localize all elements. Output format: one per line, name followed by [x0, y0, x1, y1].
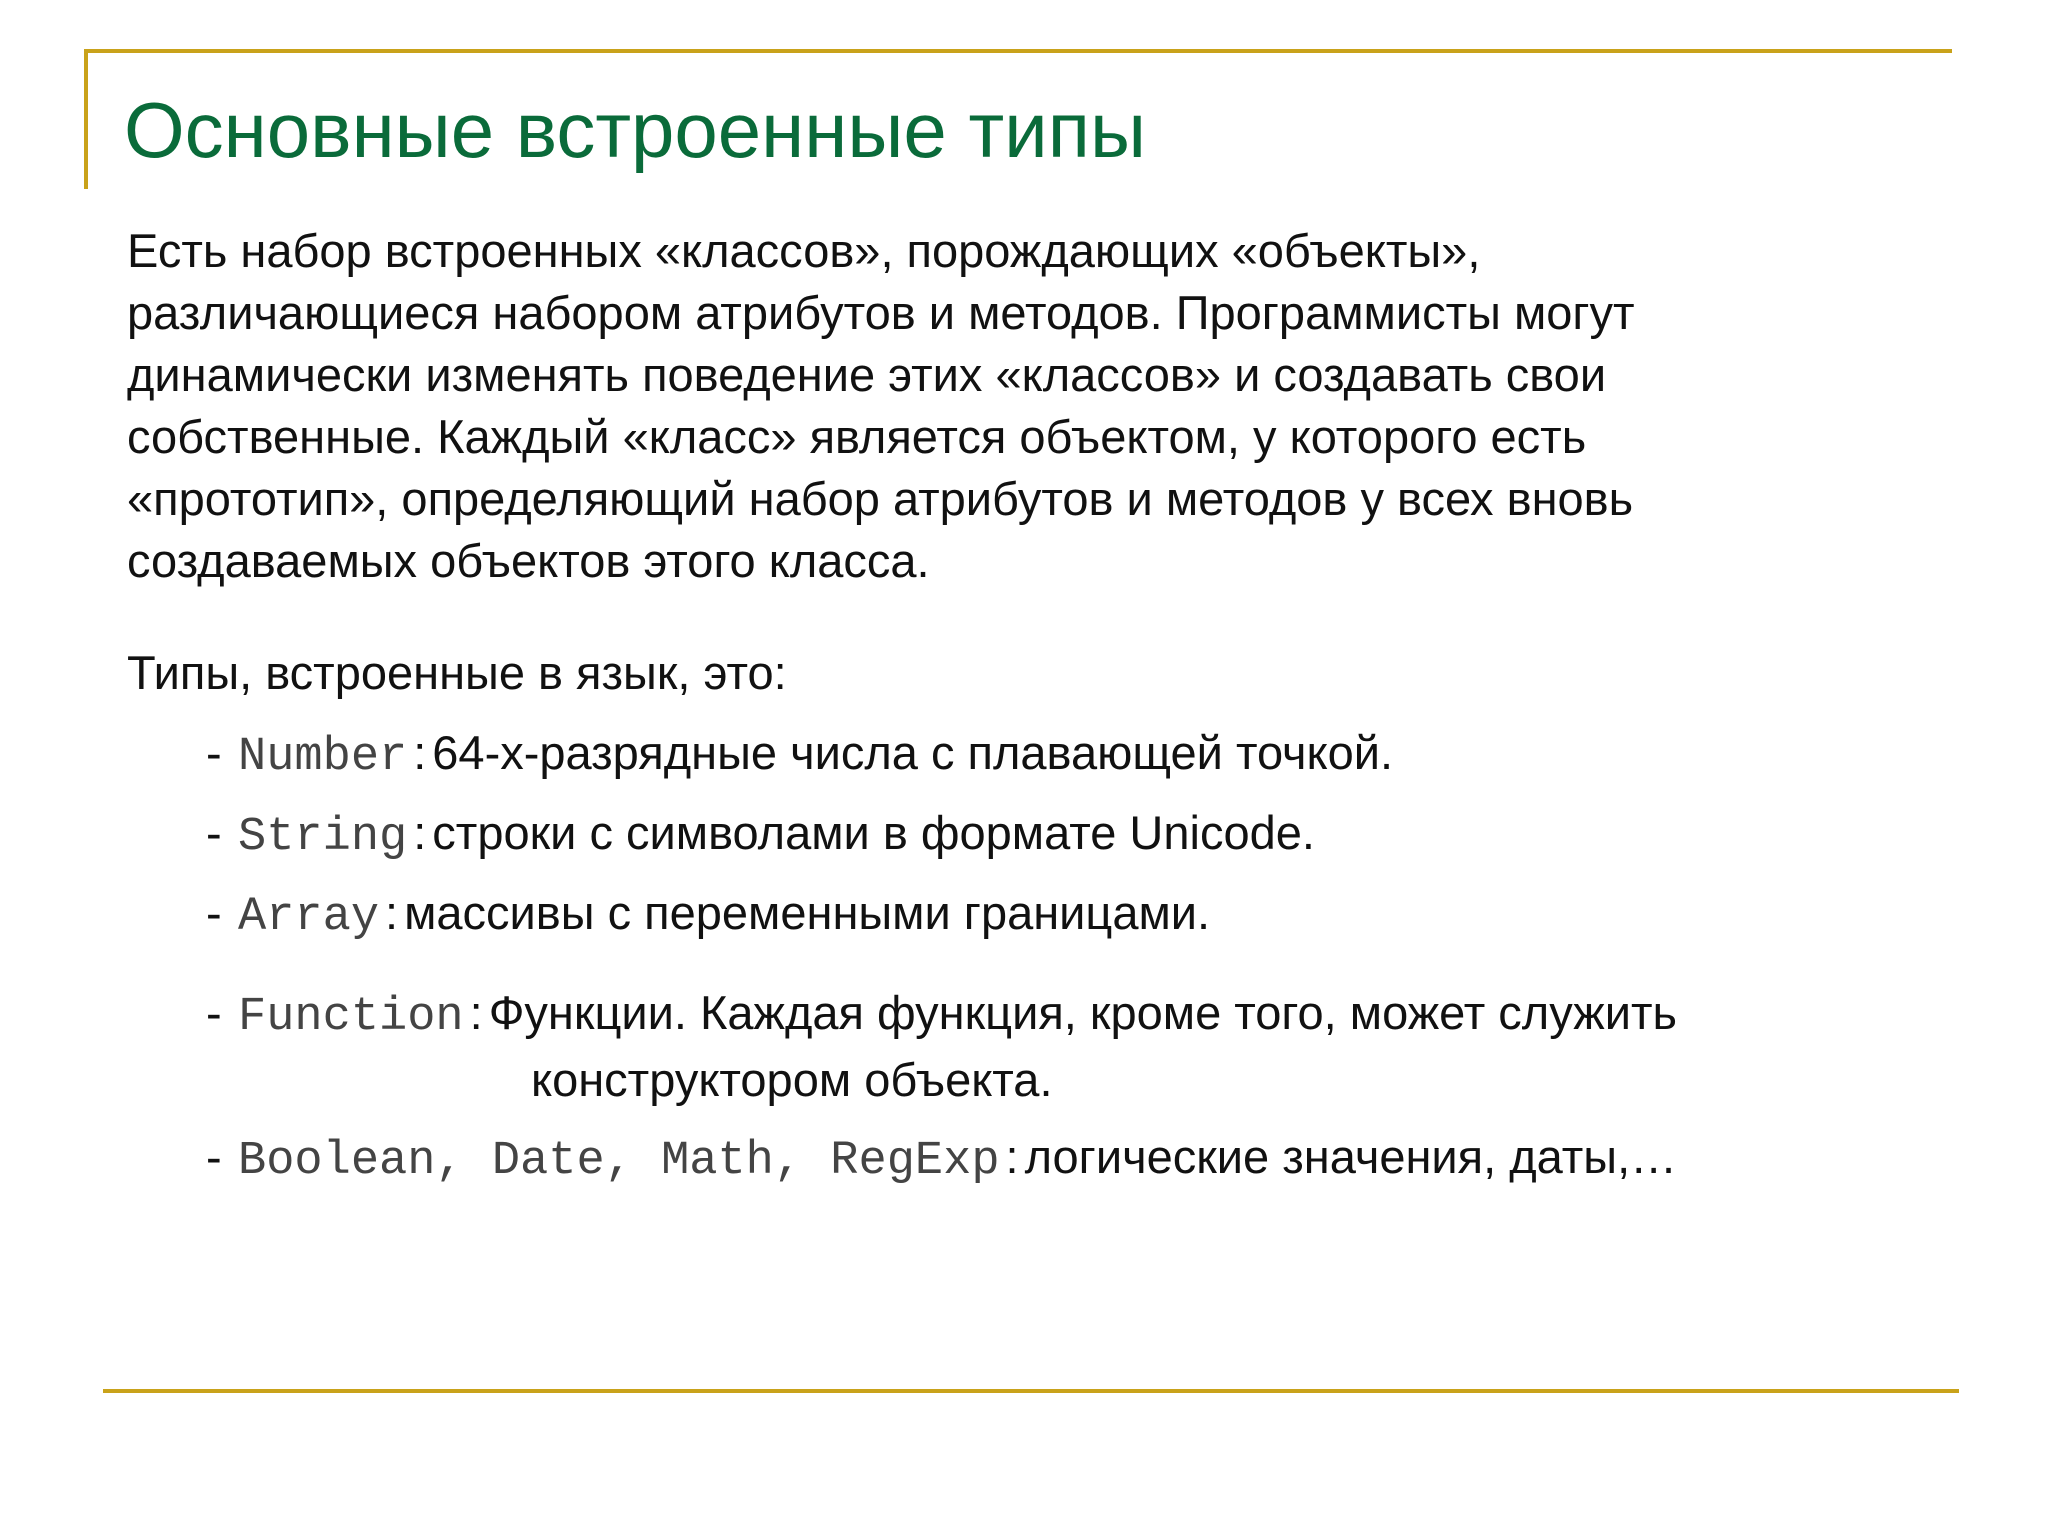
- bullet-dash: -: [206, 1130, 222, 1183]
- type-name: Number: [238, 731, 408, 784]
- colon: :: [413, 726, 427, 779]
- list-item-other-types: [206, 1126, 1677, 1193]
- bullet-dash: -: [206, 806, 222, 859]
- description-paragraph: [127, 220, 1907, 592]
- list-item-string: [206, 802, 1315, 869]
- colon: :: [385, 886, 399, 939]
- top-rule: [84, 49, 1952, 53]
- slide-title: Основные встроенные типы: [124, 86, 1147, 174]
- type-description: Функции. Каждая функция, кроме того, может служить: [488, 986, 1677, 1039]
- type-name: Boolean, Date, Math, RegExp: [238, 1135, 1000, 1188]
- type-name: String: [238, 811, 408, 864]
- type-description: массивы с переменными границами.: [404, 886, 1211, 939]
- type-description-continuation: конструктором объекта.: [531, 1053, 1053, 1106]
- paragraph-line: «прототип», определяющий набор атрибутов и методов у всех вновь: [127, 472, 1634, 525]
- colon: :: [469, 986, 483, 1039]
- types-intro: Типы, встроенные в язык, это:: [127, 646, 787, 699]
- paragraph-line: динамически изменять поведение этих «классов» и создавать свои: [127, 348, 1607, 401]
- type-name: Function: [238, 991, 464, 1044]
- bottom-rule: [103, 1389, 1959, 1393]
- colon: :: [413, 806, 427, 859]
- type-description: строки с символами в формате Unicode.: [432, 806, 1315, 859]
- list-item-array: [206, 882, 1210, 949]
- paragraph-line: собственные. Каждый «класс» является объектом, у которого есть: [127, 410, 1587, 463]
- paragraph-line: Есть набор встроенных «классов», порождающих «объекты»,: [127, 224, 1481, 277]
- paragraph-line: различающиеся набором атрибутов и методов. Программисты могут: [127, 286, 1635, 339]
- paragraph-line: создаваемых объектов этого класса.: [127, 534, 930, 587]
- left-rule: [84, 49, 88, 189]
- list-item-number: [206, 722, 1393, 789]
- bullet-dash: -: [206, 986, 222, 1039]
- type-description: логические значения, даты,…: [1024, 1130, 1678, 1183]
- bullet-dash: -: [206, 886, 222, 939]
- colon: :: [1005, 1130, 1019, 1183]
- type-description: 64-х-разрядные числа с плавающей точкой.: [432, 726, 1394, 779]
- type-name: Array: [238, 891, 380, 944]
- list-item-function: [206, 982, 1677, 1111]
- bullet-dash: -: [206, 726, 222, 779]
